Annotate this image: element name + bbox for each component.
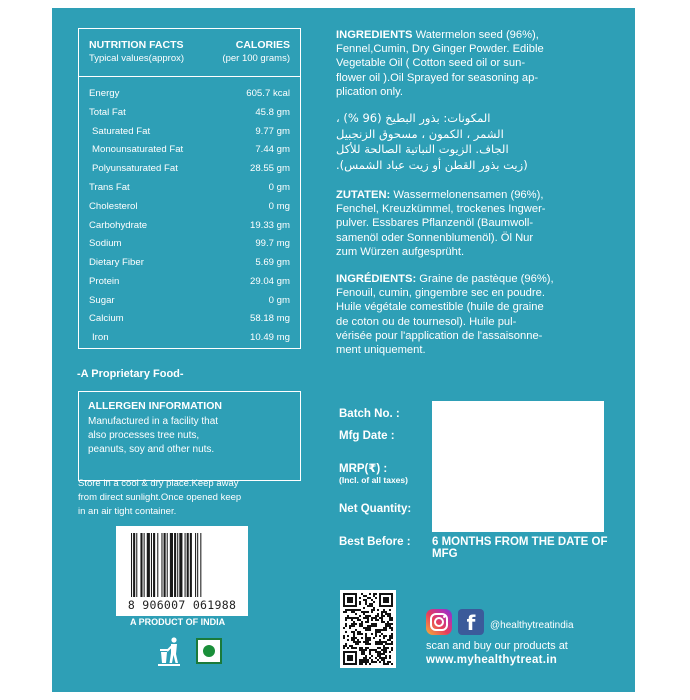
per-100g: (per 100 grams) [222, 53, 290, 64]
label-panel [52, 8, 635, 692]
nutrition-row-cholesterol: Cholesterol 0 mg [89, 201, 290, 212]
nutrition-row-trans-fat: Trans Fat 0 gm [89, 182, 290, 193]
allergen-text: Manufactured in a facility that also processes tree nuts, peanuts, soy and other nuts. [88, 416, 219, 455]
nutrition-row-polyunsaturated-fat: Polyunsaturated Fat 28.55 gm [92, 163, 290, 174]
nutrition-row-calcium: Calcium 58.18 mg [89, 313, 290, 324]
social-handle: @healthytreatindia [490, 620, 574, 631]
nutrition-row-protein: Protein 29.04 gm [89, 276, 290, 287]
mrp-taxes-note: (Incl. of all taxes) [339, 475, 408, 485]
mfg-date-label: Mfg Date : [339, 430, 395, 442]
batch-no-label: Batch No. : [339, 408, 400, 420]
barcode-bars [129, 533, 235, 597]
nutrition-row-sugar: Sugar 0 gm [89, 295, 290, 306]
facebook-icon: f [458, 609, 484, 635]
best-before-label: Best Before : [339, 536, 411, 548]
qr-code-pattern [343, 593, 393, 665]
ingredients-fr: INGRÉDIENTS: Graine de pastèque (96%), Fenouil, cumin, gingembre sec en poudre. Huile végétale comestible (huile de graine de coton ou de tournesol). Huile pul- vérisée pour l'application de l'assaisonne- ment uniquement. [336, 273, 554, 357]
ingredients-en: INGREDIENTS Watermelon seed (96%), Fennel,Cumin, Dry Ginger Powder. Edible Vegetable Oil ( Cotton seed oil or sun- flower oil ).Oil Sprayed for seasoning ap- plication only. [336, 29, 544, 98]
proprietary-food: -A Proprietary Food- [77, 368, 184, 380]
barcode-number: 8 906007 061988 [127, 598, 237, 612]
dustbin-icon [156, 636, 182, 666]
mrp-label: MRP(₹) : [339, 463, 388, 475]
website-url: www.myhealthytreat.in [426, 654, 558, 666]
scan-text: scan and buy our products at [426, 640, 568, 652]
nutrition-row-monounsaturated-fat: Monounsaturated Fat 7.44 gm [92, 144, 290, 155]
allergen-title: ALLERGEN INFORMATION [88, 400, 222, 412]
nutrition-title: NUTRITION FACTS [89, 39, 184, 51]
allergen-box [78, 391, 301, 481]
net-quantity-label: Net Quantity: [339, 503, 412, 515]
instagram-icon [426, 609, 452, 635]
nutrition-row-dietary-fiber: Dietary Fiber 5.69 gm [89, 257, 290, 268]
qr-code [340, 590, 396, 668]
typical-values: Typical values(approx) [89, 53, 185, 64]
calories-label: CALORIES [235, 39, 290, 51]
best-before-value: 6 MONTHS FROM THE DATE OF MFG [432, 536, 608, 560]
ingredients-de: ZUTATEN: Wassermelonensamen (96%), Fenchel, Kreuzkümmel, trockenes Ingwer- pulver. Essbares Pflanzenöl (Baumwoll- samenöl oder Sonnenblumenöl). Öl Nur zum Würzen aufgesprüht. [336, 189, 546, 258]
nutrition-row-energy: Energy 605.7 kcal [89, 88, 290, 99]
nutrition-row-total-fat: Total Fat 45.8 gm [89, 107, 290, 118]
veg-symbol-icon [196, 638, 222, 664]
product-of-india: A PRODUCT OF INDIA [130, 617, 226, 627]
nutrition-row-iron: Iron 10.49 mg [92, 332, 290, 343]
nutrition-header [79, 29, 300, 77]
nutrition-row-carbohydrate: Carbohydrate 19.33 gm [89, 220, 290, 231]
storage-instructions: Store in a cool & dry place.Keep away from direct sunlight.Once opened keep in an air tight container. [78, 478, 242, 517]
ingredients-ar: المكونات: بذور البطيخ (96 %) ، الشمر ، الكمون ، مسحوق الزنجبيل الجاف. الزيوت النباتية الصالحة للأكل (زيت بذور القطن أو زيت عباد الشمس). [336, 111, 528, 172]
batch-info-box [432, 401, 604, 532]
nutrition-row-sodium: Sodium 99.7 mg [89, 238, 290, 249]
barcode [116, 526, 248, 616]
nutrition-row-saturated-fat: Saturated Fat 9.77 gm [92, 126, 290, 137]
nutrition-table [78, 28, 301, 349]
